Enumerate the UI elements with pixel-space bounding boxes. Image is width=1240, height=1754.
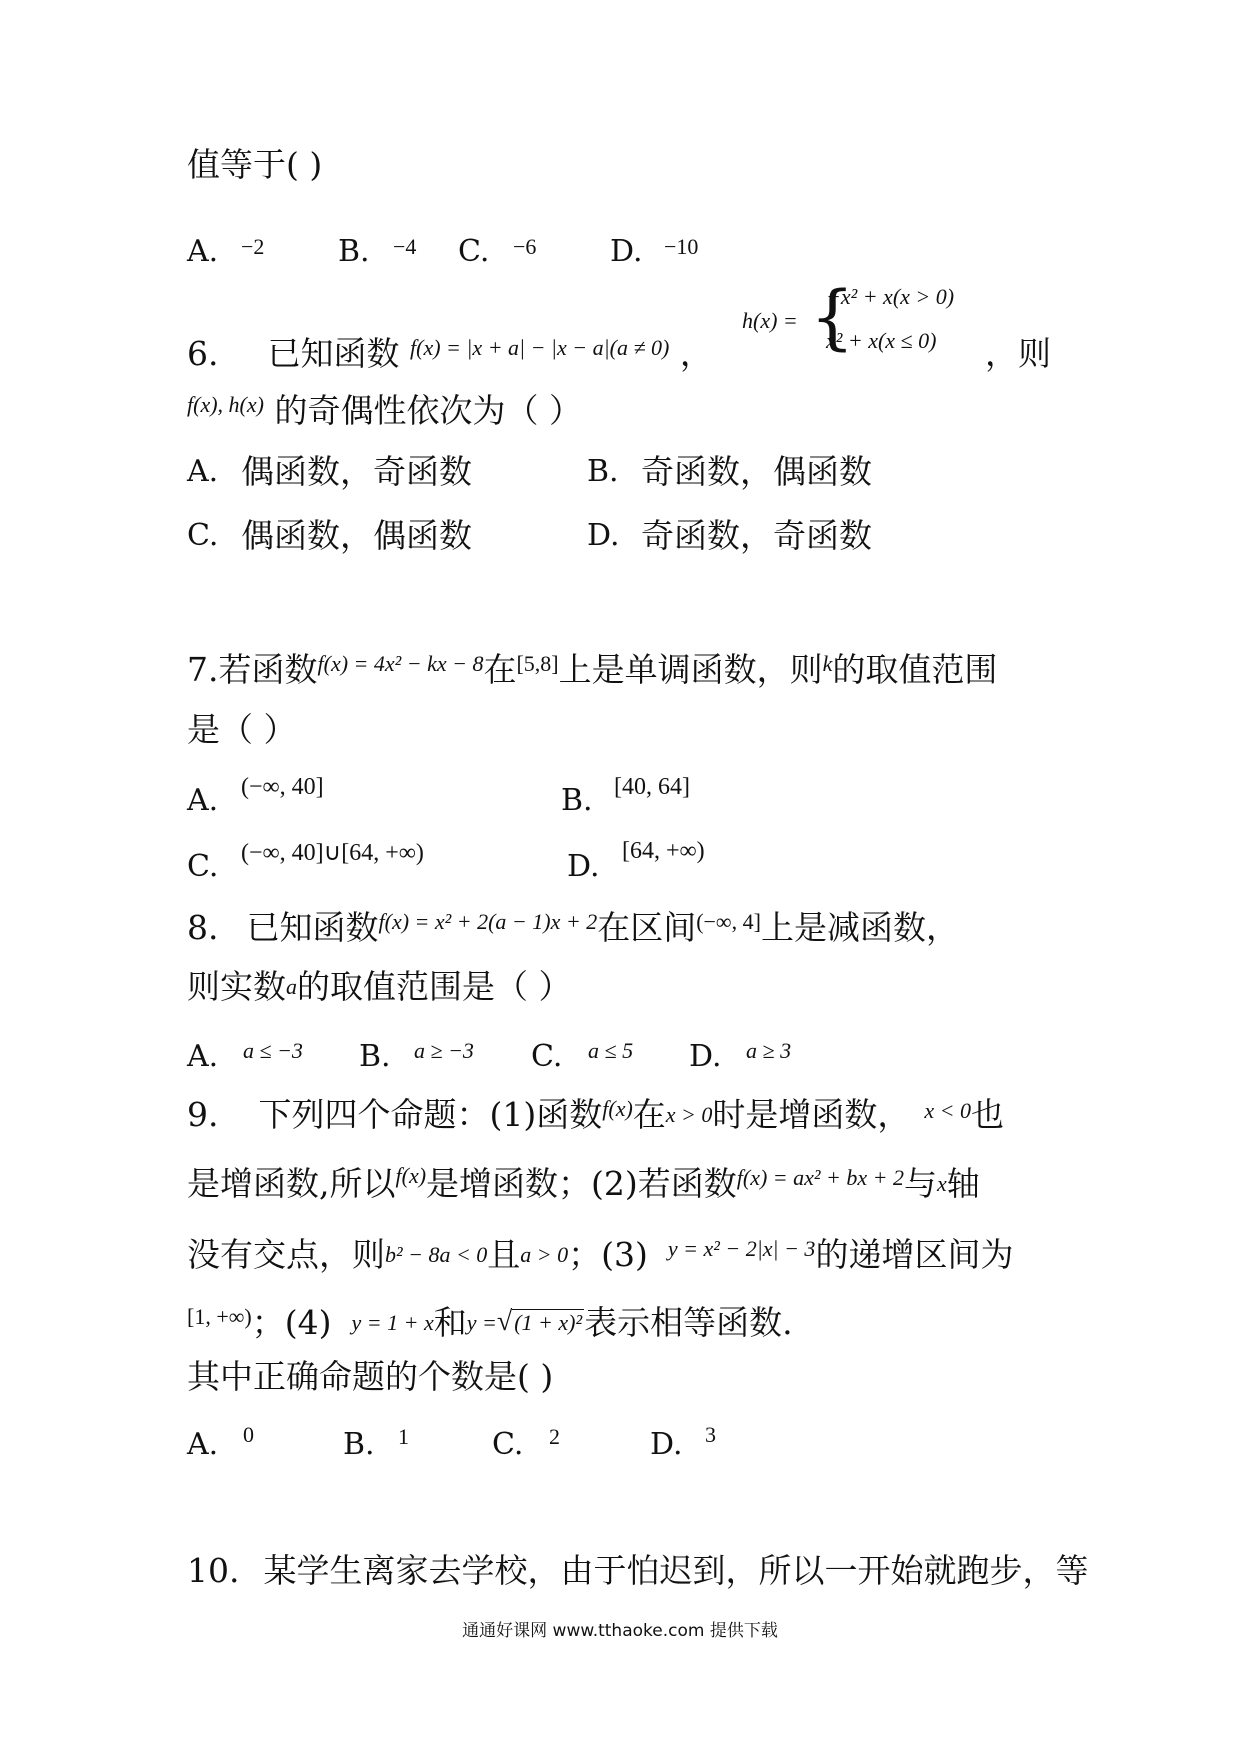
q6-option-a-label: A. <box>187 454 219 489</box>
q9-l4-m3a: y = <box>466 1310 497 1335</box>
q9-option-c-value: 2 <box>549 1424 560 1449</box>
q9-line-2 <box>187 1162 980 1210</box>
q9-l1-cond2: x < 0 <box>924 1098 972 1123</box>
q9-l3-a: 没有交点，则 <box>187 1235 385 1274</box>
q6-option-d-text: 奇函数，奇函数 <box>641 516 872 555</box>
q9-l1-cond: x > 0 <box>665 1102 713 1127</box>
q9-l2-b: 是增函数；(2)若函数 <box>426 1164 737 1203</box>
q8-option-d-label: D. <box>689 1039 722 1074</box>
q6-text-a: 已知函数 <box>267 334 400 373</box>
q6-fxhx: f(x), h(x) <box>187 392 264 417</box>
q8-number: 8. <box>187 908 219 947</box>
q7-text-c: 上是单调函数，则 <box>558 650 823 689</box>
q9-option-b-value: 1 <box>398 1424 409 1449</box>
q7-option-d-value: [64, +∞) <box>622 838 705 864</box>
q7-line-2: 是（ ） <box>187 710 297 749</box>
q9-line-3 <box>187 1233 1013 1281</box>
q6-number: 6. <box>187 334 219 373</box>
q8-text-b: 在区间 <box>597 908 697 947</box>
q8-line2-b: 的取值范围是（ ） <box>297 967 572 1006</box>
q9-l4-m3b: (1 + x)² <box>514 1310 583 1335</box>
q9-l4-m2: y = 1 + x <box>351 1310 434 1335</box>
q6-option-d-label: D. <box>587 518 620 553</box>
q9-l4-c: 表示相等函数. <box>584 1303 793 1342</box>
q5-option-b-label: B. <box>338 234 370 269</box>
q9-line-5: 其中正确命题的个数是( ) <box>187 1357 554 1396</box>
q5-option-a-label: A. <box>187 234 219 269</box>
q7-text-a: 若函数 <box>218 650 318 689</box>
q9-number: 9. <box>187 1095 219 1134</box>
q7-option-c-label: C. <box>187 849 219 884</box>
q6-option-b-label: B. <box>587 454 619 489</box>
q6-comma: ， <box>679 334 713 373</box>
q9-l4-sqrt <box>497 1300 584 1345</box>
q7-number: 7. <box>187 650 219 689</box>
q9-l1-c: 时是增函数， <box>712 1095 911 1134</box>
q9-l1-b: 在 <box>632 1095 666 1134</box>
q8-option-d-value: a ≥ 3 <box>746 1038 792 1063</box>
sqrt-symbol-icon: √ <box>496 1306 513 1337</box>
q6-text-b: 的奇偶性依次为（ ） <box>274 391 582 430</box>
q6-line-2 <box>187 389 582 437</box>
q7-text-b: 在 <box>483 650 517 689</box>
q9-l4-b: 和 <box>433 1303 467 1342</box>
q8-text-c: 上是减函数， <box>760 908 959 947</box>
q9-option-c-label: C. <box>492 1427 524 1462</box>
q9-option-b-label: B. <box>343 1427 375 1462</box>
q9-l2-fx: f(x) <box>395 1163 427 1188</box>
q9-l4-a: ；(4) <box>251 1303 332 1342</box>
q7-text-d: 的取值范围 <box>832 650 998 689</box>
q6-piece-1: −x² + x(x > 0) <box>826 284 955 309</box>
q10-number: 10. <box>187 1551 240 1590</box>
q9-l3-m3: y = x² − 2|x| − 3 <box>667 1236 816 1261</box>
q6-option-b-text: 奇函数，偶函数 <box>641 452 872 491</box>
q9-line-1 <box>187 1093 1004 1141</box>
q5-option-a-value: −2 <box>241 234 265 259</box>
q8-option-a-label: A. <box>187 1039 219 1074</box>
q7-option-a-value: (−∞, 40] <box>241 774 324 800</box>
q9-option-d-value: 3 <box>705 1422 716 1447</box>
q5-option-d-value: −10 <box>664 234 699 259</box>
q9-l3-m2: a > 0 <box>520 1242 569 1267</box>
q6-option-c-text: 偶函数，偶函数 <box>241 516 472 555</box>
q6-option-a-text: 偶函数，奇函数 <box>241 452 472 491</box>
q7-option-b-value: [40, 64] <box>614 774 690 800</box>
q7-option-c-value: (−∞, 40]∪[64, +∞) <box>241 840 424 866</box>
q6-fx: f(x) = |x + a| − |x − a|(a ≠ 0) <box>410 335 670 360</box>
q8-line2-a: 则实数 <box>187 967 286 1006</box>
q9-l3-d: 的递增区间为 <box>815 1235 1014 1274</box>
q7-option-d-label: D. <box>567 849 600 884</box>
q6-hx: h(x) = <box>742 308 798 333</box>
q9-l3-b: 且 <box>487 1235 521 1274</box>
q8-option-a-value: a ≤ −3 <box>243 1038 303 1063</box>
q9-l1-d: 也 <box>971 1095 1005 1134</box>
q9-l2-fx2: f(x) = ax² + bx + 2 <box>736 1165 904 1190</box>
q7-fx: f(x) = 4x² − kx − 8 <box>317 651 484 676</box>
q8-option-c-value: a ≤ 5 <box>588 1038 634 1063</box>
q5-stem-tail: 值等于( ) <box>187 145 323 184</box>
q9-l3-c: ；(3) <box>568 1235 648 1274</box>
q8-option-b-label: B. <box>359 1039 391 1074</box>
q9-l3-m1: b² − 8a < 0 <box>385 1242 488 1267</box>
q7-interval: [5,8] <box>516 651 559 676</box>
q7-option-a-label: A. <box>187 783 219 818</box>
q5-option-c-value: −6 <box>513 234 537 259</box>
q10-line-1 <box>187 1549 1088 1593</box>
q9-l4-m1: [1, +∞) <box>187 1304 252 1329</box>
q5-option-c-label: C. <box>458 234 490 269</box>
q7-k: k <box>822 651 833 676</box>
q9-option-a-value: 0 <box>243 1422 254 1447</box>
q9-l2-x: x <box>936 1171 947 1196</box>
q9-l1-a: 下列四个命题：(1)函数 <box>258 1095 603 1134</box>
q8-line-2 <box>187 965 572 1013</box>
q6-piece-2: x² + x(x ≤ 0) <box>826 328 937 353</box>
q5-option-d-label: D. <box>610 234 643 269</box>
q8-a: a <box>286 974 297 999</box>
q7-option-b-label: B. <box>561 783 593 818</box>
q8-fx: f(x) = x² + 2(a − 1)x + 2 <box>378 909 598 934</box>
q9-l2-a: 是增函数,所以 <box>187 1164 396 1203</box>
q8-interval: (−∞, 4] <box>696 909 761 934</box>
q8-option-b-value: a ≥ −3 <box>414 1038 474 1063</box>
q9-l1-fx: f(x) <box>602 1096 633 1121</box>
q9-l2-d: 轴 <box>946 1164 980 1203</box>
q6-then: ，则 <box>985 334 1051 373</box>
q9-l2-c: 与 <box>903 1164 937 1203</box>
q5-option-b-value: −4 <box>393 234 417 259</box>
q9-option-a-label: A. <box>187 1427 219 1462</box>
q8-text-a: 已知函数 <box>246 908 379 947</box>
q6-line-1 <box>187 332 713 380</box>
q7-line-1 <box>187 648 997 696</box>
q9-option-d-label: D. <box>650 1427 683 1462</box>
q10-text: 某学生离家去学校，由于怕迟到，所以一开始就跑步，等 <box>263 1551 1089 1590</box>
q8-line-1 <box>187 906 959 954</box>
q6-option-c-label: C. <box>187 518 219 553</box>
q9-line-4 <box>187 1301 793 1349</box>
q8-option-c-label: C. <box>531 1039 563 1074</box>
q6-brace: { <box>810 276 855 358</box>
page-footer: 通通好课网 www.tthaoke.com 提供下载 <box>462 1621 778 1641</box>
